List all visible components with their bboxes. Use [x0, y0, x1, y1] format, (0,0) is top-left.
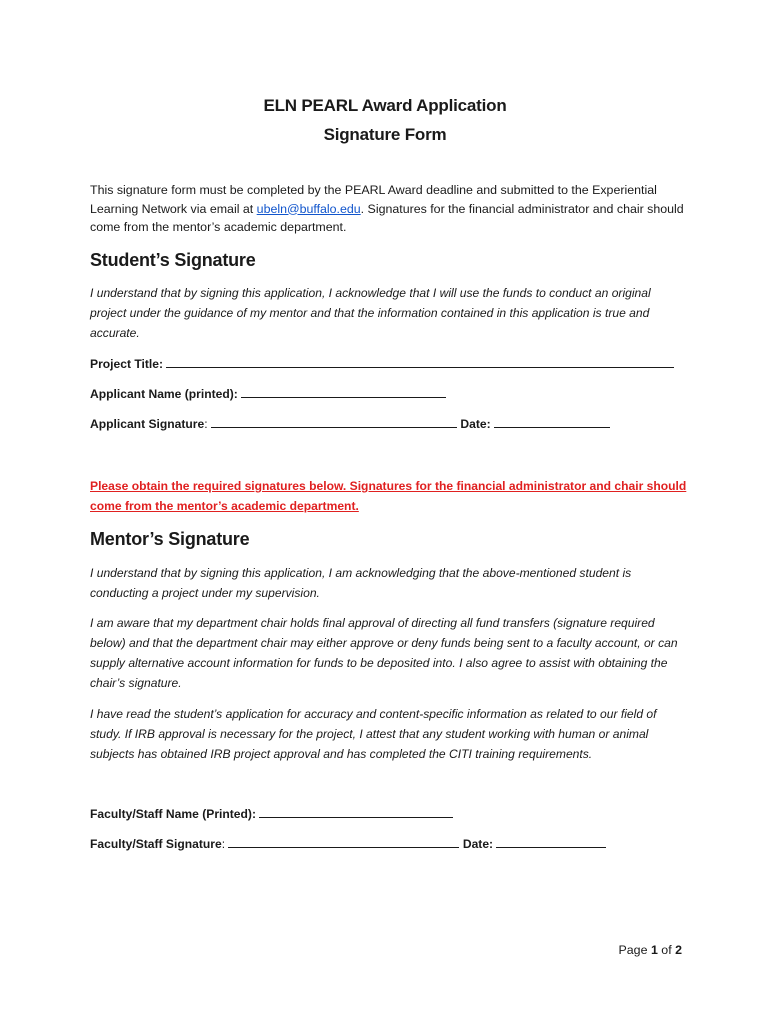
applicant-signature-label: Applicant Signature [90, 417, 205, 431]
intro-text-before-link: This signature form must be completed by the PEARL Award deadline and submitted to the Experiential Learning Network via email at [90, 183, 657, 216]
document-subtitle: Signature Form [323, 125, 447, 144]
mentor-statement-1: I understand that by signing this application, I am acknowledging that the above-mentioned student is conducting a project under my supervision. [90, 566, 632, 600]
faculty-name-line[interactable] [259, 806, 453, 818]
project-title-label: Project Title: [90, 357, 164, 371]
faculty-date-line[interactable] [496, 836, 606, 848]
applicant-date-label: Date: [460, 417, 491, 431]
applicant-name-field [90, 386, 446, 401]
total-pages: 2 [675, 943, 682, 957]
applicant-name-label: Applicant Name (printed): [90, 387, 238, 401]
current-page: 1 [650, 943, 658, 957]
page-number [619, 943, 682, 957]
page-word: Page [618, 943, 648, 957]
applicant-signature-line[interactable] [211, 416, 457, 428]
project-title-line[interactable] [166, 356, 674, 368]
required-signatures-notice: Please obtain the required signatures below. Signatures for the financial administrator and chair should come from the mentor’s academic department. [90, 479, 687, 513]
email-link[interactable]: ubeln@buffalo.edu [256, 201, 361, 216]
intro-paragraph [90, 181, 690, 237]
intro-text-after-link: . Signatures for the financial administrator and chair should come from the mentor’s academic department. [90, 201, 684, 234]
mentor-statement-2: I am aware that my department chair holds final approval of directing all fund transfers (signature required below) and that the department chair may either approve or deny funds being sent to a faculty account, or can supply alternative account information for funds to be deposited into. I also agree to assist with obtaining the chair’s signature. [90, 616, 678, 690]
faculty-signature-label: Faculty/Staff Signature [90, 837, 222, 851]
faculty-signature-line[interactable] [228, 836, 459, 848]
faculty-signature-field [90, 836, 606, 851]
faculty-signature-colon: : [221, 837, 226, 851]
mentor-signature-heading: Mentor’s Signature [90, 529, 250, 549]
document-title: ELN PEARL Award Application [263, 96, 507, 115]
mentor-statement-3: I have read the student’s application for accuracy and content-specific information as related to our field of study. If IRB approval is necessary for the project, I attest that any student working with human or animal subjects has obtained IRB project approval and has completed the CITI training requirements. [90, 707, 657, 761]
project-title-field [90, 356, 674, 371]
student-signature-heading: Student’s Signature [90, 250, 256, 270]
faculty-name-label: Faculty/Staff Name (Printed): [90, 807, 256, 821]
student-statement: I understand that by signing this application, I acknowledge that I will use the funds to conduct an original project under the guidance of my mentor and that the information contained in this application is true and accurate. [90, 286, 651, 340]
faculty-name-field [90, 806, 453, 821]
applicant-date-line[interactable] [494, 416, 610, 428]
applicant-name-line[interactable] [241, 386, 446, 398]
of-word: of [661, 943, 672, 957]
applicant-signature-field [90, 416, 610, 431]
applicant-signature-colon: : [204, 417, 208, 431]
faculty-date-label: Date: [462, 837, 494, 851]
